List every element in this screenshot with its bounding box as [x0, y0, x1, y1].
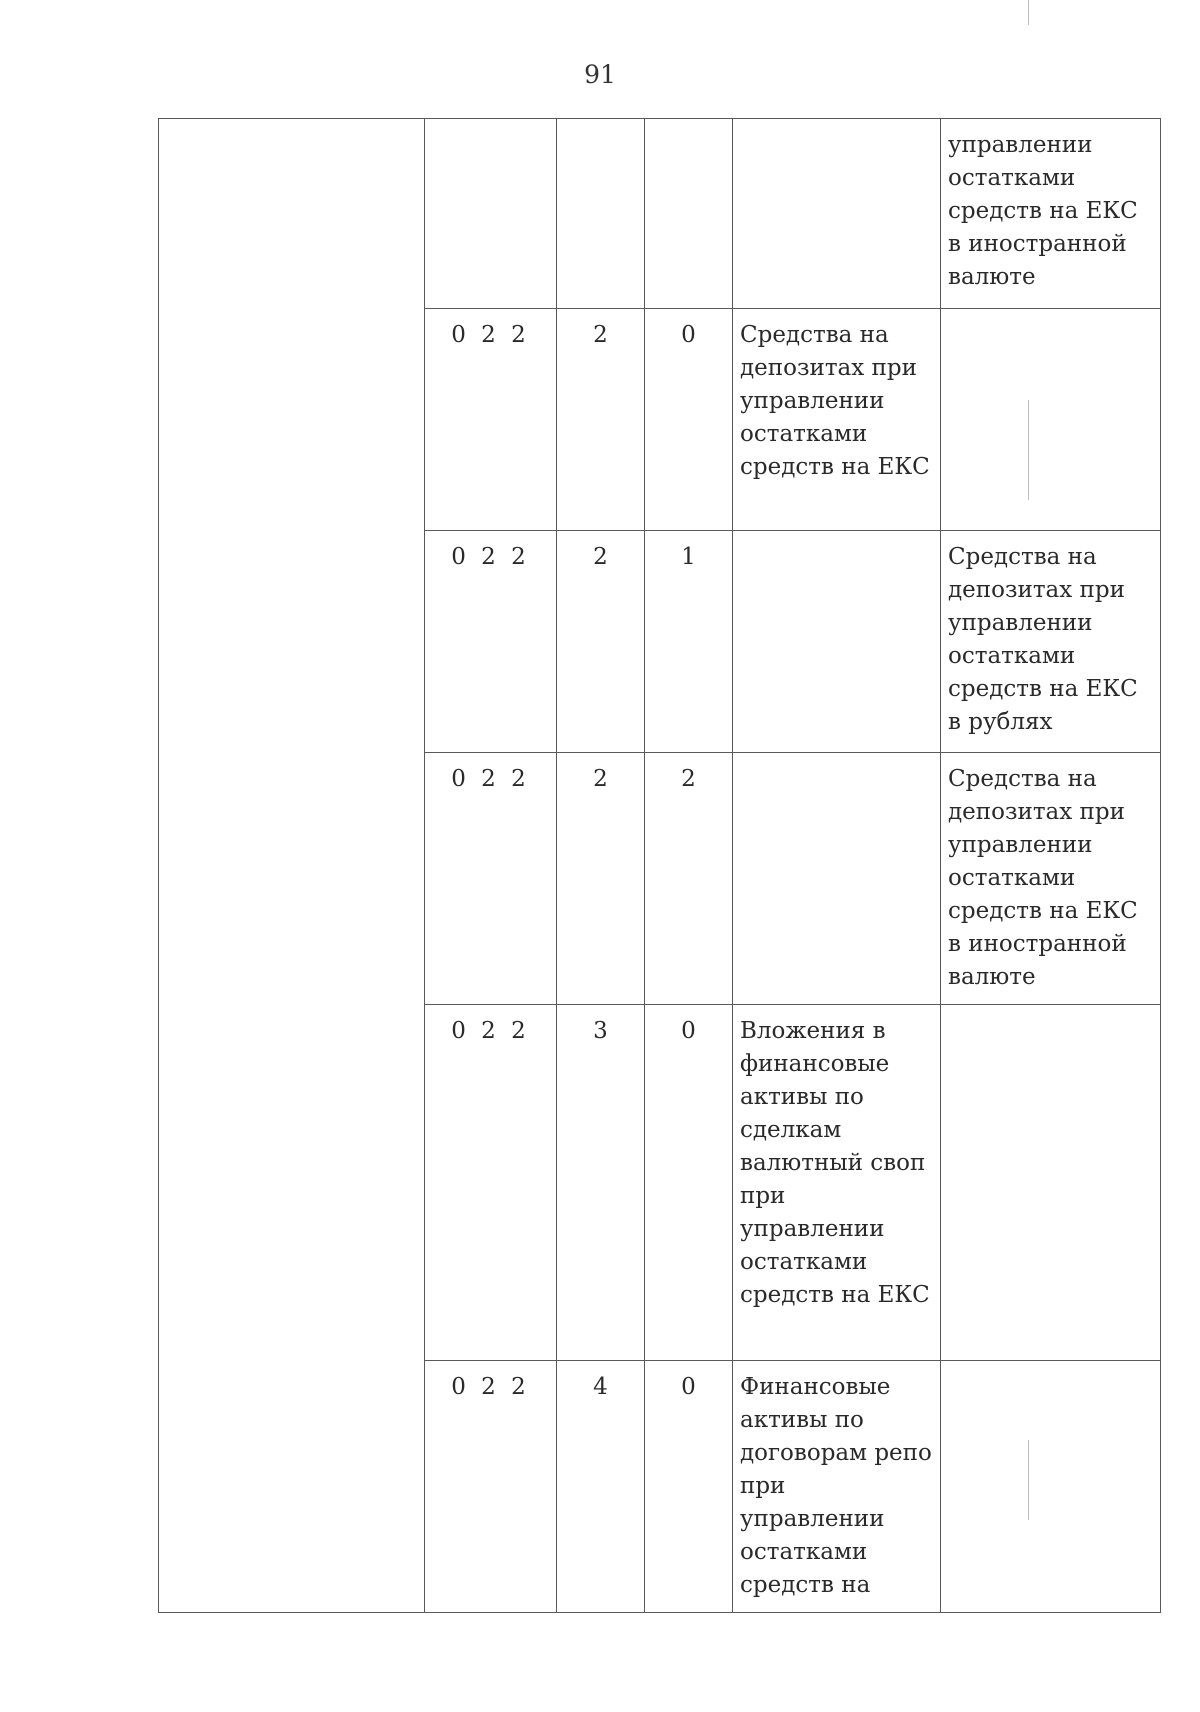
- subname-cell: [941, 1005, 1161, 1361]
- code-cell: 0 2 2: [425, 1005, 557, 1361]
- scan-artifact-line: [1028, 0, 1029, 25]
- account-code-table: [158, 118, 1161, 1613]
- subgroup-cell: 2: [645, 753, 733, 1005]
- name-cell: Вложения в финансовые активы по сделкам валютный своп при управлении остатками средств на ЕКС: [733, 1005, 941, 1361]
- name-cell: [733, 753, 941, 1005]
- name-cell: Финансовые активы по договорам репо при управлении остатками средств на: [733, 1361, 941, 1613]
- subname-cell: Средства на депозитах при управлении остатками средств на ЕКС в рублях: [941, 531, 1161, 753]
- code-cell: 0 2 2: [425, 531, 557, 753]
- page-number: 91: [584, 60, 616, 89]
- group-cell: 2: [557, 753, 645, 1005]
- code-cell: 0 2 2: [425, 1361, 557, 1613]
- group-cell: 2: [557, 531, 645, 753]
- group-cell: [557, 119, 645, 309]
- subgroup-cell: 1: [645, 531, 733, 753]
- subgroup-cell: [645, 119, 733, 309]
- subgroup-cell: 0: [645, 309, 733, 531]
- subname-cell: [941, 309, 1161, 531]
- subname-cell: управлении остатками средств на ЕКС в иностранной валюте: [941, 119, 1161, 309]
- code-cell: 0 2 2: [425, 309, 557, 531]
- code-cell: [425, 119, 557, 309]
- subname-cell: [941, 1361, 1161, 1613]
- name-cell: [733, 531, 941, 753]
- group-cell: 2: [557, 309, 645, 531]
- subgroup-cell: 0: [645, 1005, 733, 1361]
- subgroup-cell: 0: [645, 1361, 733, 1613]
- table-row: [159, 119, 1161, 309]
- code-cell: 0 2 2: [425, 753, 557, 1005]
- group-cell: 4: [557, 1361, 645, 1613]
- subname-cell: Средства на депозитах при управлении остатками средств на ЕКС в иностранной валюте: [941, 753, 1161, 1005]
- group-cell: 3: [557, 1005, 645, 1361]
- empty-left-column: [159, 119, 425, 1613]
- name-cell: Средства на депозитах при управлении остатками средств на ЕКС: [733, 309, 941, 531]
- name-cell: [733, 119, 941, 309]
